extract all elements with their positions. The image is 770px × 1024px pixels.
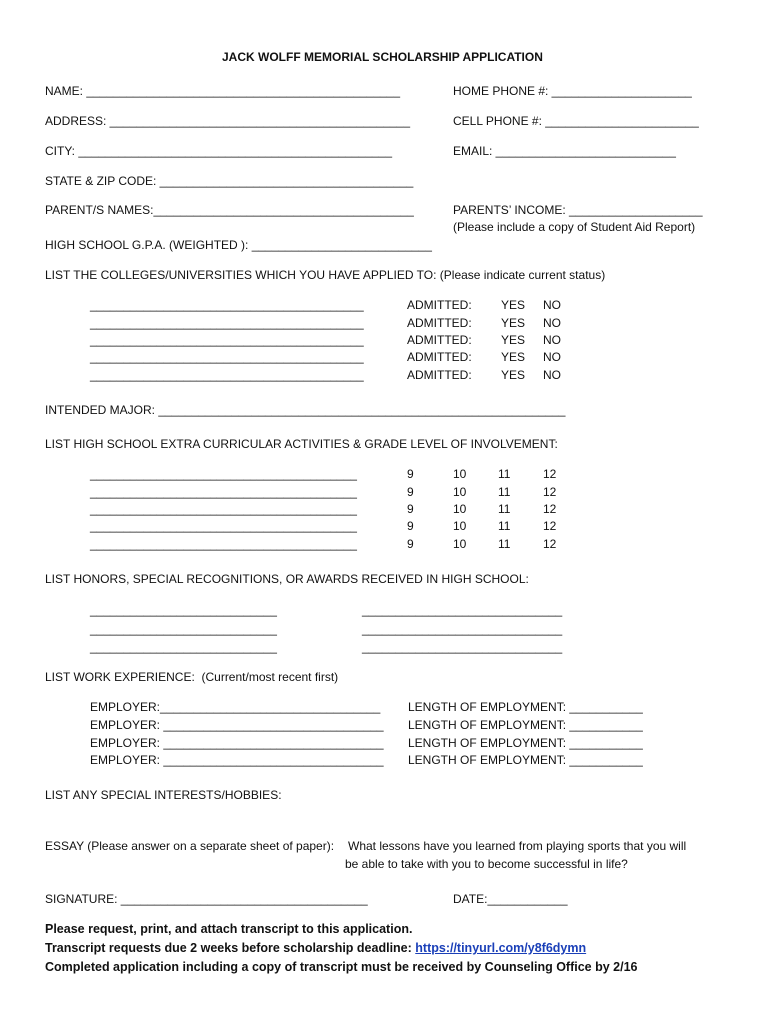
honor-line-left[interactable]: ____________________________	[90, 603, 277, 617]
yes-option[interactable]: YES	[501, 368, 526, 382]
grade-12[interactable]: 12	[543, 485, 557, 499]
honor-line-right[interactable]: ______________________________	[362, 603, 563, 617]
intended-major-field[interactable]: INTENDED MAJOR: _____________________________________________________________	[45, 403, 566, 417]
no-option[interactable]: NO	[543, 368, 561, 382]
no-option[interactable]: NO	[543, 298, 561, 312]
yes-option[interactable]: YES	[501, 298, 526, 312]
essay-question-line1: What lessons have you learned from playing sports that you will	[348, 839, 687, 853]
yes-option[interactable]: YES	[501, 350, 526, 364]
honors-heading: LIST HONORS, SPECIAL RECOGNITIONS, OR AWARDS RECEIVED IN HIGH SCHOOL:	[45, 572, 529, 586]
honor-line-right[interactable]: ______________________________	[362, 640, 563, 654]
honor-line-left[interactable]: ____________________________	[90, 640, 277, 654]
home-phone-field[interactable]: HOME PHONE #: _____________________	[453, 84, 692, 98]
grade-9[interactable]: 9	[407, 485, 414, 499]
employer-field[interactable]: EMPLOYER: _________________________________	[90, 753, 384, 767]
no-option[interactable]: NO	[543, 316, 561, 330]
grade-11[interactable]: 11	[498, 485, 511, 499]
activity-line[interactable]: ________________________________________	[90, 537, 357, 551]
grade-9[interactable]: 9	[407, 537, 414, 551]
grade-12[interactable]: 12	[543, 537, 557, 551]
activity-line[interactable]: ________________________________________	[90, 467, 357, 481]
grade-10[interactable]: 10	[453, 502, 467, 516]
admitted-label: ADMITTED:	[407, 333, 472, 347]
parents-income-field[interactable]: PARENTS’ INCOME: ____________________	[453, 203, 703, 217]
activity-line[interactable]: ________________________________________	[90, 519, 357, 533]
state-zip-field[interactable]: STATE & ZIP CODE: ______________________________________	[45, 174, 414, 188]
admitted-label: ADMITTED:	[407, 368, 472, 382]
grade-12[interactable]: 12	[543, 502, 557, 516]
work-heading: LIST WORK EXPERIENCE: (Current/most recent first)	[45, 670, 339, 684]
honor-line-left[interactable]: ____________________________	[90, 622, 277, 636]
income-note: (Please include a copy of Student Aid Report)	[453, 220, 696, 234]
yes-option[interactable]: YES	[501, 316, 526, 330]
activities-heading: LIST HIGH SCHOOL EXTRA CURRICULAR ACTIVITIES & GRADE LEVEL OF INVOLVEMENT:	[45, 437, 558, 451]
signature-field[interactable]: SIGNATURE: _____________________________________	[45, 892, 368, 906]
colleges-heading: LIST THE COLLEGES/UNIVERSITIES WHICH YOU HAVE APPLIED TO: (Please indicate current status)	[45, 268, 606, 282]
grade-11[interactable]: 11	[498, 537, 511, 551]
employer-field[interactable]: EMPLOYER:_________________________________	[90, 700, 381, 714]
grade-11[interactable]: 11	[498, 502, 511, 516]
employment-length-field[interactable]: LENGTH OF EMPLOYMENT: ___________	[408, 700, 643, 714]
activity-line[interactable]: ________________________________________	[90, 485, 357, 499]
no-option[interactable]: NO	[543, 333, 561, 347]
college-line[interactable]: _________________________________________	[90, 368, 364, 382]
email-field[interactable]: EMAIL: ___________________________	[453, 144, 676, 158]
grade-9[interactable]: 9	[407, 519, 414, 533]
college-line[interactable]: _________________________________________	[90, 333, 364, 347]
employment-length-field[interactable]: LENGTH OF EMPLOYMENT: ___________	[408, 718, 643, 732]
honor-line-right[interactable]: ______________________________	[362, 622, 563, 636]
essay-question-line2: be able to take with you to become successful in life?	[345, 857, 628, 871]
footer-line1: Please request, print, and attach transcript to this application.	[45, 922, 413, 936]
essay-label: ESSAY (Please answer on a separate sheet of paper):	[45, 839, 335, 853]
admitted-label: ADMITTED:	[407, 316, 472, 330]
yes-option[interactable]: YES	[501, 333, 526, 347]
interests-heading: LIST ANY SPECIAL INTERESTS/HOBBIES:	[45, 788, 282, 802]
address-field[interactable]: ADDRESS: _____________________________________________	[45, 114, 411, 128]
college-line[interactable]: _________________________________________	[90, 350, 364, 364]
grade-11[interactable]: 11	[498, 519, 511, 533]
admitted-label: ADMITTED:	[407, 298, 472, 312]
employment-length-field[interactable]: LENGTH OF EMPLOYMENT: ___________	[408, 753, 643, 767]
admitted-label: ADMITTED:	[407, 350, 472, 364]
employer-field[interactable]: EMPLOYER: _________________________________	[90, 736, 384, 750]
form-title: JACK WOLFF MEMORIAL SCHOLARSHIP APPLICATION	[222, 50, 543, 64]
footer-line2	[45, 941, 586, 955]
grade-10[interactable]: 10	[453, 519, 467, 533]
employer-field[interactable]: EMPLOYER: _________________________________	[90, 718, 384, 732]
cell-phone-field[interactable]: CELL PHONE #: _______________________	[453, 114, 699, 128]
footer-line3: Completed application including a copy of transcript must be received by Counseling Office by 2/16	[45, 960, 638, 974]
transcript-link[interactable]: https://tinyurl.com/y8f6dymn	[415, 941, 587, 955]
college-line[interactable]: _________________________________________	[90, 316, 364, 330]
grade-12[interactable]: 12	[543, 519, 557, 533]
no-option[interactable]: NO	[543, 350, 561, 364]
grade-12[interactable]: 12	[543, 467, 557, 481]
date-field[interactable]: DATE:____________	[453, 892, 568, 906]
grade-10[interactable]: 10	[453, 537, 467, 551]
parents-names-field[interactable]: PARENT/S NAMES:_______________________________________	[45, 203, 414, 217]
grade-9[interactable]: 9	[407, 502, 414, 516]
name-field[interactable]: NAME: _______________________________________________	[45, 84, 401, 98]
footer-line2-text: Transcript requests due 2 weeks before scholarship deadline:	[45, 941, 416, 955]
grade-10[interactable]: 10	[453, 485, 467, 499]
gpa-field[interactable]: HIGH SCHOOL G.P.A. (WEIGHTED ): ___________________________	[45, 238, 432, 252]
city-field[interactable]: CITY: _______________________________________________	[45, 144, 393, 158]
employment-length-field[interactable]: LENGTH OF EMPLOYMENT: ___________	[408, 736, 643, 750]
activity-line[interactable]: ________________________________________	[90, 502, 357, 516]
college-line[interactable]: _________________________________________	[90, 298, 364, 312]
grade-9[interactable]: 9	[407, 467, 414, 481]
grade-11[interactable]: 11	[498, 467, 511, 481]
grade-10[interactable]: 10	[453, 467, 467, 481]
